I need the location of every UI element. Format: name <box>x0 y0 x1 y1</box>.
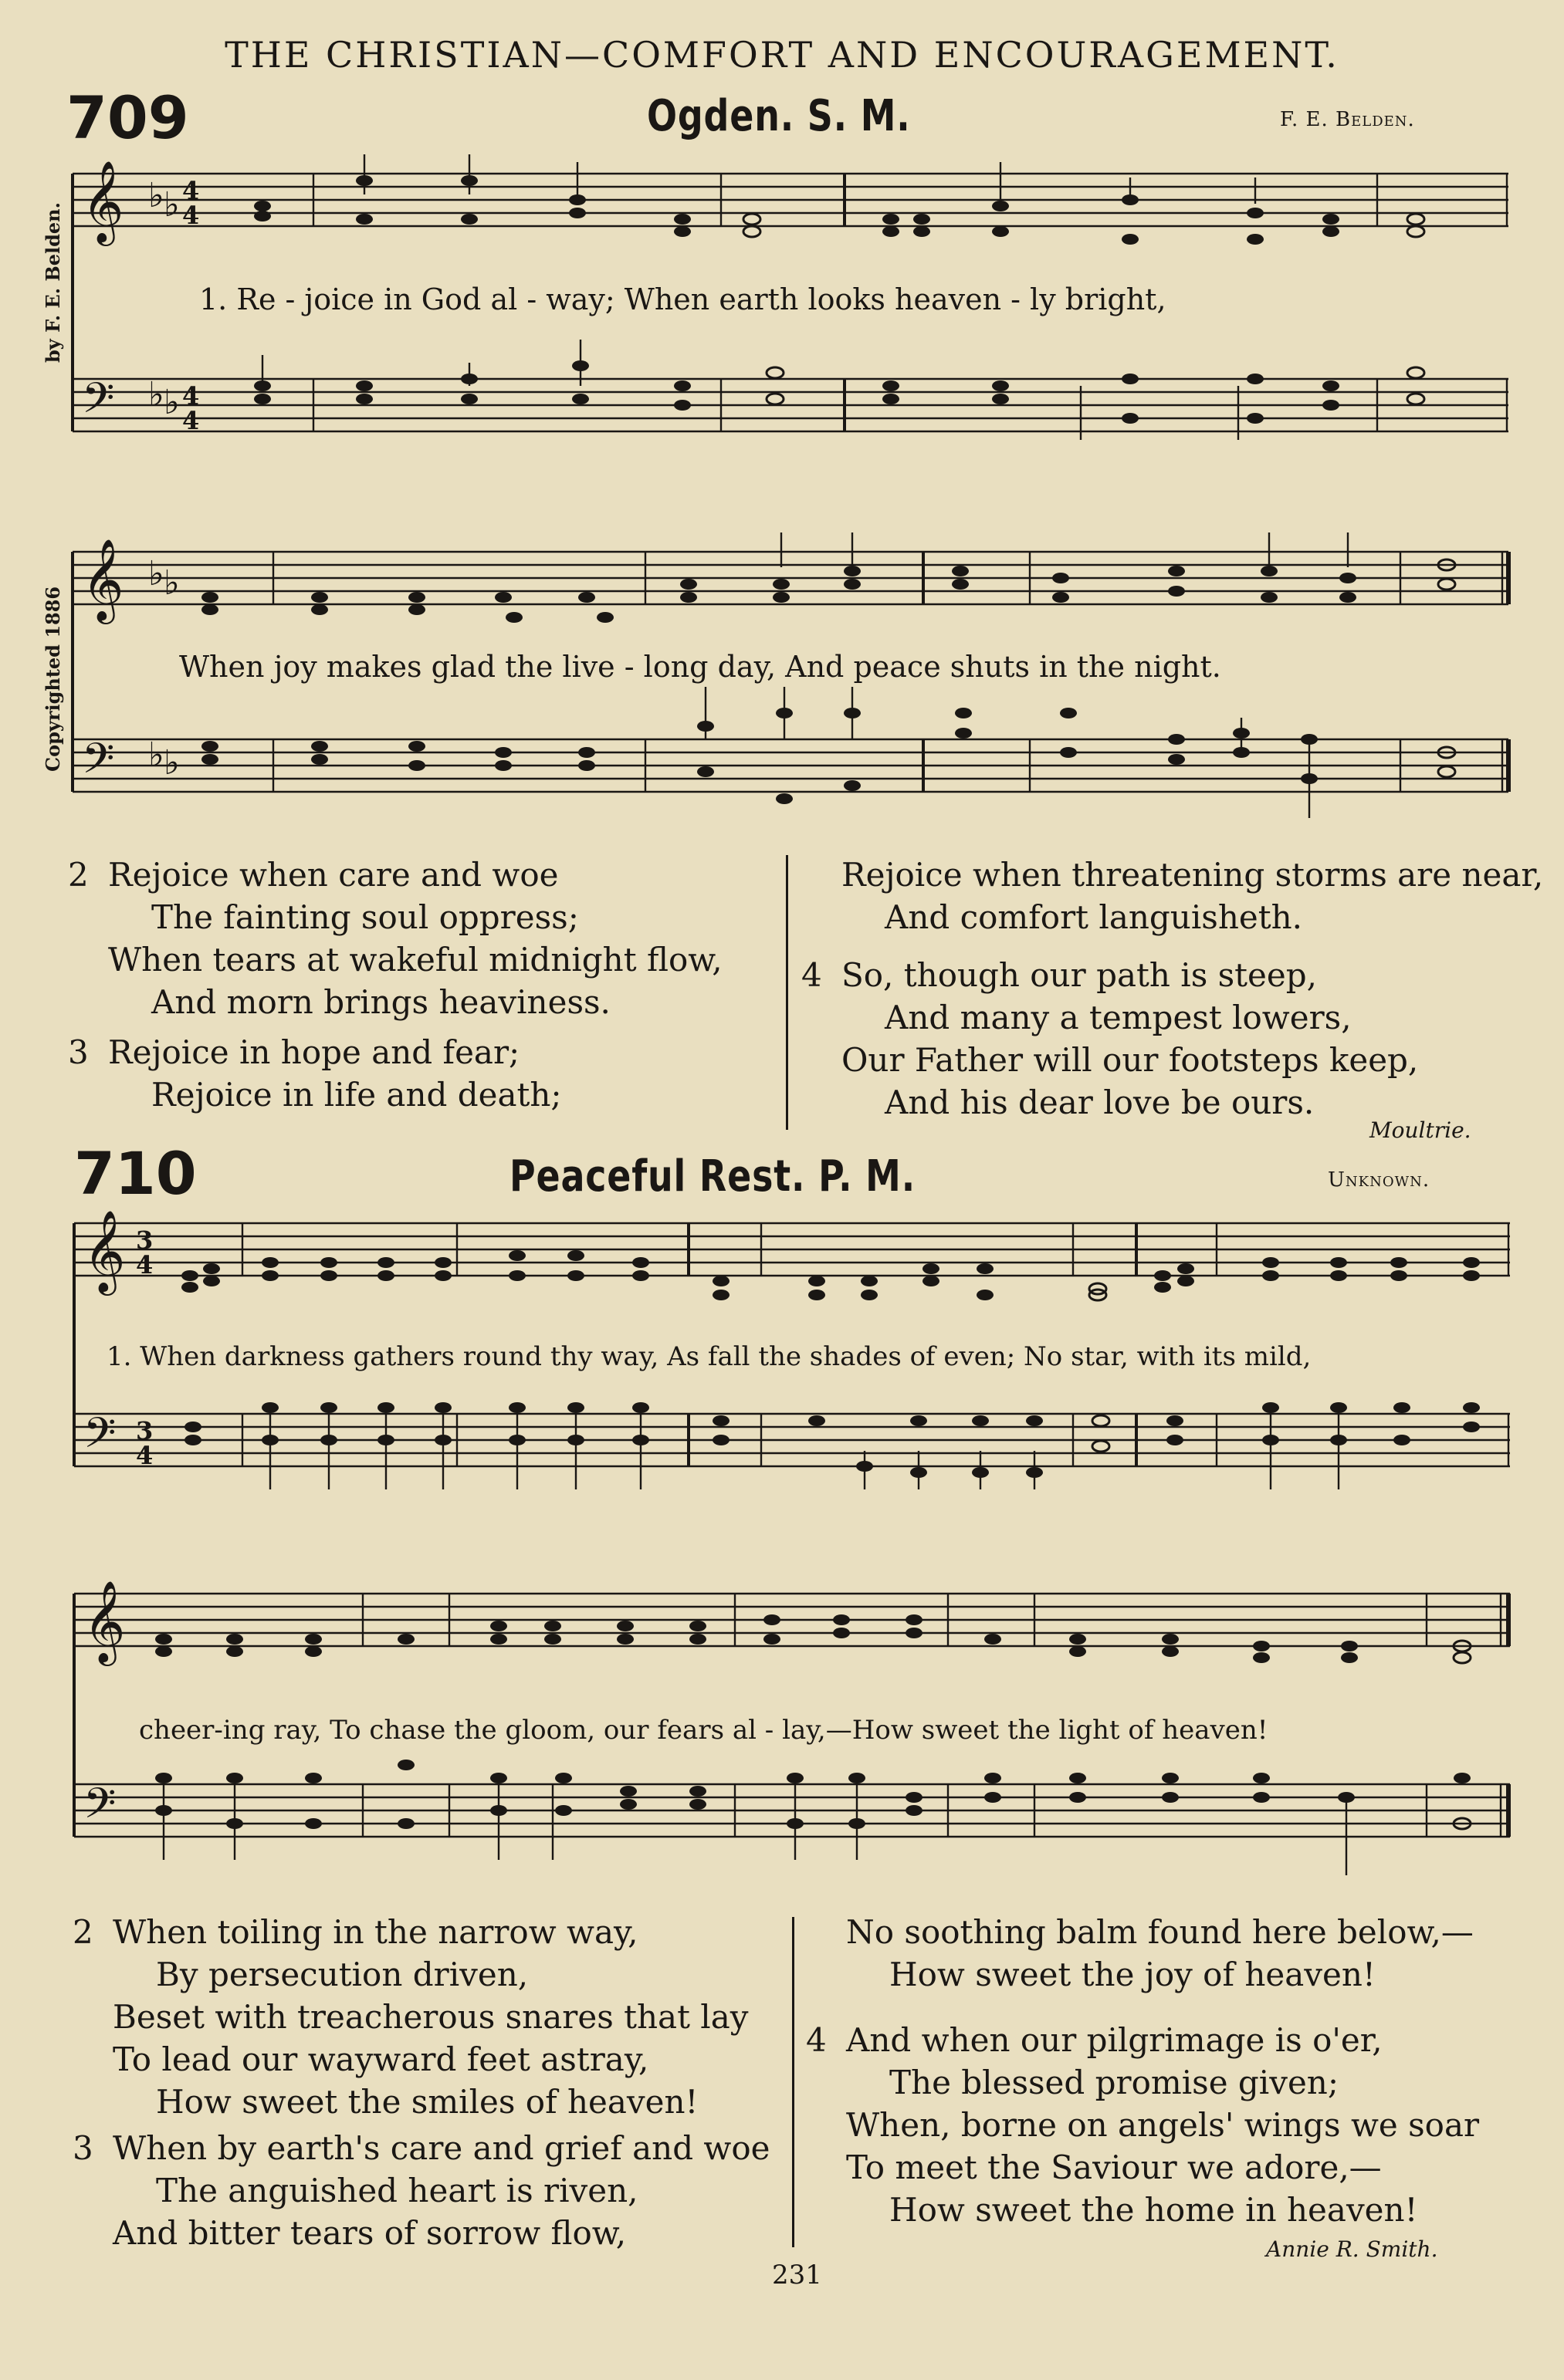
verse-number: 2 <box>73 1913 93 1951</box>
svg-text:𝄢: 𝄢 <box>83 1408 117 1468</box>
svg-text:♭: ♭ <box>164 383 180 422</box>
hymn-710-number: 710 <box>74 1139 197 1208</box>
svg-text:♭: ♭ <box>148 735 164 775</box>
hymn-709-number: 709 <box>66 83 189 152</box>
svg-text:♭: ♭ <box>164 563 180 603</box>
svg-text:♭: ♭ <box>148 554 164 593</box>
svg-text:4: 4 <box>136 1441 154 1470</box>
svg-text:𝄞: 𝄞 <box>83 1580 126 1662</box>
svg-text:♭: ♭ <box>164 743 180 783</box>
hymn-709-lyric-line-2: When joy makes glad the live - long day, And peace shuts in the night. <box>179 650 1221 684</box>
hymn-710-lyric-line-1: 1. When darkness gathers round thy way, As fall the shades of even; No star, with its mild, <box>107 1341 1312 1372</box>
hymn-709-verse-3-continued: Rejoice when threatening storms are near, And comfort languisheth. <box>841 856 1544 936</box>
svg-text:4: 4 <box>136 1250 154 1280</box>
svg-text:♭: ♭ <box>148 375 164 414</box>
svg-text:♭: ♭ <box>164 185 180 225</box>
hymn-709-side-copyright: Copyrighted 1886 <box>42 586 64 772</box>
svg-text:♭: ♭ <box>148 176 164 215</box>
hymn-710-lyric-line-2: cheer-ing ray, To chase the gloom, our fears al - lay,—How sweet the light of heaven! <box>139 1715 1268 1746</box>
svg-text:4: 4 <box>182 381 200 411</box>
svg-text:3: 3 <box>136 1416 154 1445</box>
svg-text:𝄞: 𝄞 <box>83 1209 126 1292</box>
svg-text:𝄞: 𝄞 <box>82 160 124 242</box>
verse-number: 4 <box>801 956 822 994</box>
svg-text:4: 4 <box>182 201 200 230</box>
column-divider <box>786 855 788 1130</box>
hymn-710-verse-4: 4 And when our pilgrimage is o'er, The blessed promise given; When, borne on angels' wings we soar To meet the Saviour we adore,— How sweet the home in heaven! <box>846 2019 1541 2231</box>
hymn-710-author: Annie R. Smith. <box>1266 2236 1438 2262</box>
verse-number: 2 <box>68 856 89 894</box>
hymn-709-verse-3: 3 Rejoice in hope and fear; Rejoice in life and death; <box>108 1031 787 1116</box>
verse-number: 4 <box>806 2021 827 2059</box>
hymn-710-tune-title: Peaceful Rest. P. M. <box>509 1151 916 1202</box>
column-divider <box>792 1917 794 2247</box>
page-number: 231 <box>772 2260 822 2290</box>
hymn-710-verse-3-continued: No soothing balm found here below,— How sweet the joy of heaven! <box>846 1913 1474 1993</box>
verse-number: 3 <box>73 2129 93 2167</box>
svg-text:𝄢: 𝄢 <box>82 374 115 433</box>
hymn-709-composer: F. E. Belden. <box>1280 108 1415 131</box>
hymn-710-verse-3: 3 When by earth's care and grief and woe The anguished heart is riven, And bitter tears of sorrow flow, <box>113 2127 807 2254</box>
svg-text:4: 4 <box>182 406 200 435</box>
hymn-709-tune-title: Ogden. S. M. <box>647 91 911 141</box>
hymn-709-verse-2: 2 Rejoice when care and woe The fainting soul oppress; When tears at wakeful midnight flow, And morn brings heaviness. <box>108 854 787 1023</box>
running-head: THE CHRISTIAN—COMFORT AND ENCOURAGEMENT. <box>225 34 1339 76</box>
svg-text:𝄢: 𝄢 <box>83 1779 117 1838</box>
svg-text:𝄞: 𝄞 <box>82 538 124 620</box>
hymn-709-verse-4: 4 So, though our path is steep, And many a tempest lowers, Our Father will our footsteps keep, And his dear love be ours. <box>841 954 1536 1124</box>
hymn-709-system-2 <box>65 532 1516 841</box>
hymn-709-lyric-line-1: 1. Re - joice in God al - way; When earth looks heaven - ly bright, <box>199 282 1166 316</box>
hymn-709-author: Moultrie. <box>1369 1117 1471 1143</box>
hymn-710-verse-2: 2 When toiling in the narrow way, By persecution driven, Beset with treacherous snares that lay To lead our wayward feet astray, How sweet the smiles of heaven! <box>113 1911 807 2123</box>
hymn-709-side-credit: by F. E. Belden. <box>42 202 64 363</box>
svg-text:4: 4 <box>182 176 200 205</box>
verse-number: 3 <box>68 1033 89 1071</box>
svg-text:3: 3 <box>136 1225 154 1255</box>
svg-text:𝄢: 𝄢 <box>82 734 115 793</box>
hymn-710-composer: Unknown. <box>1328 1168 1430 1192</box>
